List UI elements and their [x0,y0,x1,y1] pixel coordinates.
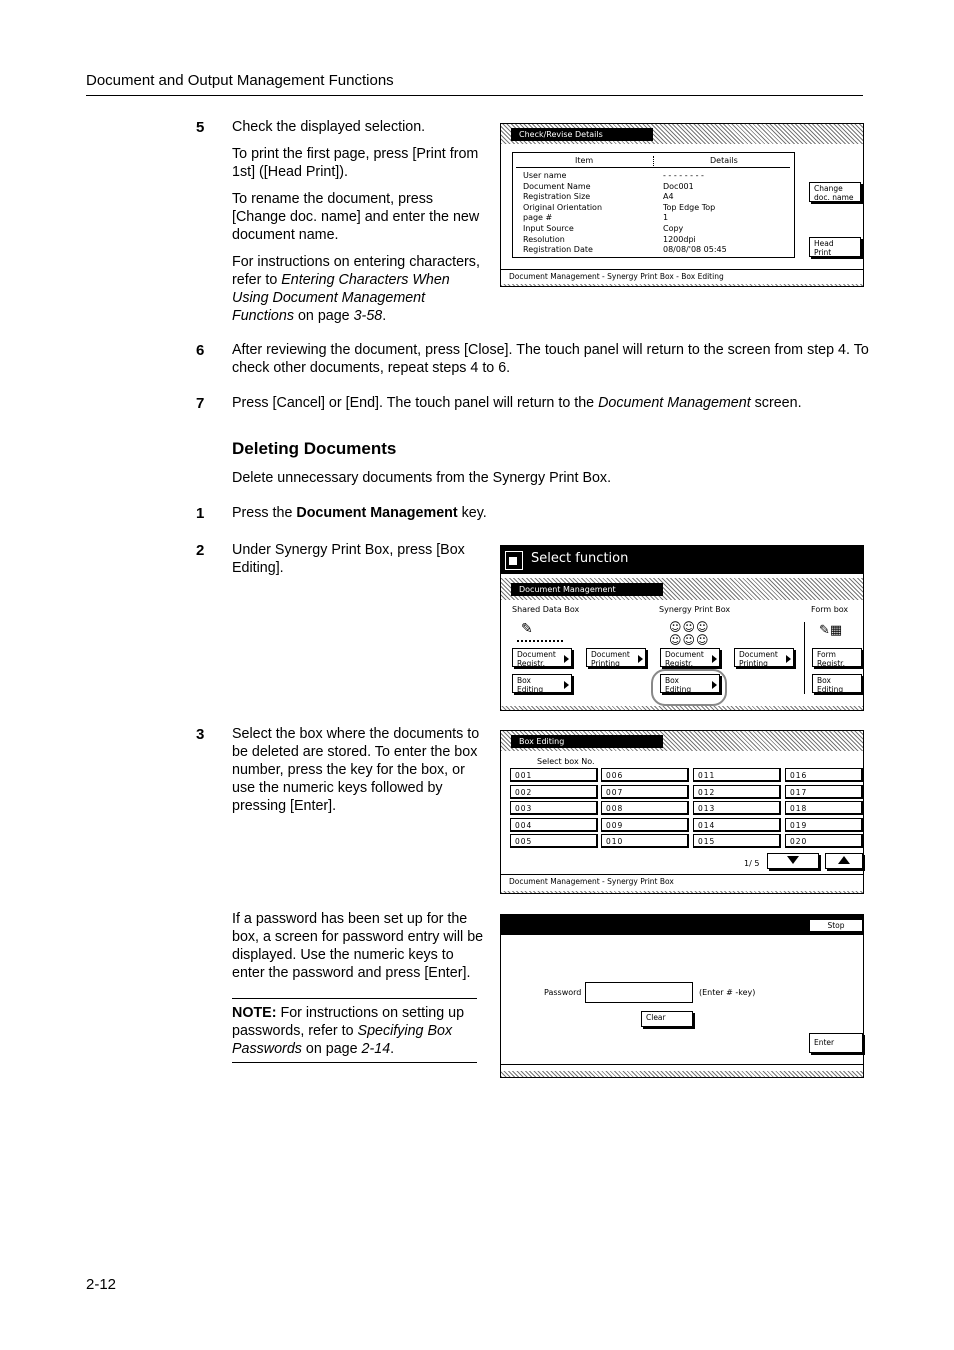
form-register-button[interactable] [812,648,862,667]
btn-label: Box [665,676,679,685]
detail-item: Registration Size [523,192,591,202]
step-number: 7 [196,395,205,412]
page-ref: 3-58 [353,308,383,324]
col-item: Item [575,156,594,165]
box-number-button[interactable]: 002 [510,785,598,799]
divider [501,1064,863,1065]
box-number-button[interactable]: 008 [601,801,689,815]
detail-item: Registration Date [523,245,593,255]
step-number: 3 [196,726,205,743]
reference-title: Entering Characters When Using Document Management Functions [232,272,450,324]
detail-item: Document Name [523,181,591,191]
box-number-button[interactable]: 019 [785,818,863,832]
step-number: 6 [196,342,205,359]
btn-label: doc. name [814,192,854,202]
text: on page [293,308,354,324]
step-1-text [232,504,832,522]
detail-value: 1200dpi [663,234,696,244]
page-number: 2-12 [86,1276,117,1293]
page-ref: 2-14 [361,1041,391,1057]
select-function-screen [500,545,864,711]
shared-box-icon: ✎ [521,621,533,637]
running-header: Document and Output Management Functions [86,72,394,89]
box-number-button[interactable]: 012 [693,785,781,799]
text: Press the [232,505,297,521]
section-title: Deleting Documents [232,439,397,458]
note-rule-top [232,998,477,999]
detail-row [523,182,789,193]
screen-tab: Document Management [511,583,663,596]
page-up-button[interactable] [825,853,863,869]
function-icon [505,551,523,570]
text: . [390,1041,395,1057]
divider [804,622,805,694]
box-number-button[interactable]: 020 [785,834,863,848]
step-number: 2 [196,542,205,559]
step-number: 1 [196,505,205,522]
btn-label: Form [817,650,836,659]
arrow-icon [712,655,717,663]
text: . [382,308,387,324]
detail-value: 08/08/'08 05:45 [663,245,727,255]
detail-row [523,235,789,246]
password-screen [500,914,864,1078]
password-input[interactable] [585,982,693,1003]
enter-button[interactable]: Enter [809,1033,863,1053]
highlight-circle [651,669,727,706]
btn-label: Document [591,650,630,659]
col-details: Details [710,156,738,165]
hatch-bar [501,891,863,893]
hatch-bar [501,1071,863,1077]
btn-label: Box [517,676,531,685]
synergy-box-icon-row2: ☺☺☺ [669,633,710,647]
text: key. [457,505,487,521]
password-paragraph: If a password has been set up for the box, a screen for password entry will be displayed. Use the numeric keys to enter the password and press [Enter]. [232,911,484,981]
btn-label: Box [817,676,831,685]
btn-label: Head [814,239,834,248]
detail-value: 1 [663,213,669,223]
step-5-text [232,118,490,334]
box-number-button[interactable]: 017 [785,785,863,799]
note-label: NOTE: [232,1005,277,1021]
screen-name: Document Management [598,395,751,411]
password-label: Password [544,988,582,997]
stop-button[interactable]: Stop [809,919,863,932]
step-7-text [232,394,872,412]
group-shared: Shared Data Box [512,605,580,614]
detail-value: - - - - - - - - [663,171,704,180]
page-indicator: 1/ 5 [744,859,760,868]
btn-label: Editing [517,684,544,694]
detail-row [523,203,789,214]
detail-item: Input Source [523,223,574,233]
synergy-box-icon: ☺☺☺ [669,620,710,634]
box-number-button[interactable]: 007 [601,785,689,799]
synergy-document-register-button[interactable] [660,648,720,667]
detail-item: User name [523,171,567,180]
box-number-button[interactable]: 018 [785,801,863,815]
step-number: 5 [196,119,205,136]
btn-label: Document [739,650,778,659]
select-box-label: Select box No. [537,757,595,766]
head-print-button[interactable] [809,237,861,257]
btn-label: Registr. [817,658,845,668]
reference-title: Specifying Box Passwords [232,1023,453,1057]
form-box-editing-button[interactable] [812,674,862,693]
detail-row [523,192,789,203]
btn-label: Editing [817,684,844,694]
box-number-button[interactable]: 010 [601,834,689,848]
paragraph [232,253,490,325]
detail-item: Resolution [523,234,565,244]
shared-box-editing-button[interactable] [512,674,572,693]
paragraph: Check the displayed selection. [232,119,426,135]
screen-title: Select function [531,551,629,566]
icon-part [517,640,563,642]
icon-part [509,557,517,565]
box-number-button[interactable]: 006 [601,768,689,782]
detail-value: A4 [663,192,674,202]
clear-button[interactable]: Clear [641,1011,693,1027]
arrow-icon [786,655,791,663]
btn-label: Document [665,650,704,659]
btn-label: Change [814,184,843,193]
shared-document-printing-button[interactable] [586,648,646,667]
detail-row [523,224,789,235]
box-number-button[interactable]: 004 [510,818,598,832]
header-rule [86,95,863,96]
status-bar: Document Management - Synergy Print Box [501,874,863,891]
form-box-icon: ✎▦ [819,623,843,638]
step-6-text: After reviewing the document, press [Close]. The touch panel will return to the screen from step 4. To check other documents, repeat steps 4 to 6. [232,342,869,376]
box-number-button[interactable]: 016 [785,768,863,782]
detail-value: Copy [663,223,684,233]
detail-item: page # [523,213,553,223]
paragraph: To rename the document, press [Change doc. name] and enter the new document name. [232,191,480,243]
text: Press [Cancel] or [End]. The touch panel will return to the [232,395,599,411]
step-2-text: Under Synergy Print Box, press [Box Editing]. [232,542,465,576]
note [232,1004,482,1058]
btn-label: Printing [739,658,768,668]
step-3-text: Select the box where the documents to be deleted are stored. To enter the box number, press the key for the box, or use the numeric keys followed by pressing [Enter]. [232,726,480,814]
detail-row [523,213,789,224]
btn-label: Print [814,247,832,257]
arrow-icon [564,655,569,663]
title-bar [501,546,863,574]
box-number-button[interactable]: 009 [601,818,689,832]
btn-label: Document [517,650,556,659]
text: For instructions on setting up passwords, refer to [232,1005,465,1039]
hatch-bar [501,284,863,286]
change-doc-name-button[interactable] [809,182,861,202]
status-bar: Document Management - Synergy Print Box - Box Editing [501,269,863,286]
detail-row [523,171,789,182]
text: For instructions on entering characters, refer to [232,254,480,288]
screen-tab: Box Editing [511,735,663,748]
divider [516,167,790,168]
box-number-button[interactable]: 011 [693,768,781,782]
down-arrow-icon [787,856,799,864]
box-number-button[interactable]: 005 [510,834,598,848]
box-number-button[interactable]: 001 [510,768,598,782]
check-revise-screen [500,123,864,287]
details-rows [523,171,789,256]
synergy-document-printing-button[interactable] [734,648,794,667]
up-arrow-icon [838,856,850,864]
text: on page [301,1041,362,1057]
group-synergy: Synergy Print Box [659,605,731,614]
paragraph: To print the first page, press [Print from 1st] ([Head Print]). [232,146,479,180]
arrow-icon [638,655,643,663]
screen-tab: Check/Revise Details [511,128,653,141]
shared-document-register-button[interactable] [512,648,572,667]
btn-label: Registr. [517,658,545,668]
detail-row [523,245,789,256]
hatch-bar [501,706,863,710]
details-table [512,152,795,258]
detail-value: Top Edge Top [663,202,716,212]
page-down-button[interactable] [767,853,819,869]
btn-label: Editing [665,684,692,694]
group-form: Form box [811,605,849,614]
box-editing-screen [500,730,864,894]
arrow-icon [564,681,569,689]
text: screen. [750,395,802,411]
note-rule-bottom [232,1062,477,1063]
box-number-button[interactable]: 015 [693,834,781,848]
key-name: Document Management [296,505,458,521]
detail-value: Doc001 [663,181,694,191]
password-hint: (Enter # -key) [699,988,756,997]
col-divider [653,156,655,166]
box-number-button[interactable]: 014 [693,818,781,832]
box-number-button[interactable]: 013 [693,801,781,815]
section-intro: Delete unnecessary documents from the Synergy Print Box. [232,470,612,486]
btn-label: Printing [591,658,620,668]
box-number-button[interactable]: 003 [510,801,598,815]
btn-label: Registr. [665,658,693,668]
detail-item: Original Orientation [523,202,603,212]
